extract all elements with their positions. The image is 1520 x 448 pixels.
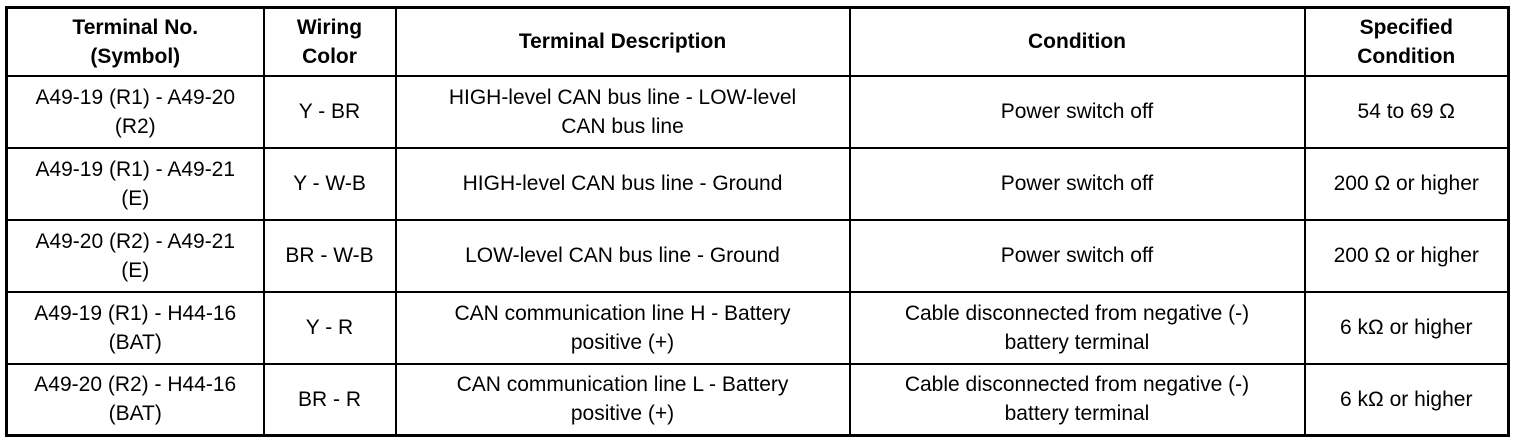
cell-terminal	[7, 76, 264, 148]
table-row	[7, 364, 1509, 436]
cell-condition	[850, 292, 1305, 364]
table-row	[7, 220, 1509, 292]
cell-specified-line-1: 6 kΩ or higher	[1340, 316, 1473, 339]
header-specified-condition-line-1: Specified	[1359, 15, 1453, 39]
cell-wiring-color-line-1: BR - R	[298, 387, 361, 411]
cell-wiring-color-line-1: BR - W-B	[285, 244, 374, 267]
cell-terminal-line-1: A49-19 (R1) - H44-16	[34, 301, 237, 325]
cell-specified	[1305, 292, 1509, 364]
cell-terminal	[7, 292, 264, 364]
table-row	[7, 76, 1509, 148]
table-row	[7, 292, 1509, 364]
cell-description-line-1: HIGH-level CAN bus line - LOW-level	[448, 85, 797, 109]
cell-description-line-1: CAN communication line H - Battery	[454, 301, 791, 325]
cell-specified	[1305, 148, 1509, 220]
cell-specified-line-1: 200 Ω or higher	[1333, 244, 1479, 267]
cell-wiring-color	[264, 220, 396, 292]
cell-wiring-color	[264, 76, 396, 148]
cell-condition-line-1: Cable disconnected from negative (-)	[904, 301, 1250, 325]
cell-condition	[850, 364, 1305, 436]
cell-specified-line-1: 54 to 69 Ω	[1357, 100, 1455, 123]
cell-description-line-1: LOW-level CAN bus line - Ground	[465, 244, 780, 267]
table-row	[7, 148, 1509, 220]
cell-specified-line-1: 200 Ω or higher	[1333, 172, 1479, 195]
cell-condition	[850, 76, 1305, 148]
cell-specified	[1305, 220, 1509, 292]
cell-wiring-color-line-1: Y - BR	[298, 100, 361, 123]
cell-description	[396, 292, 850, 364]
cell-wiring-color	[264, 148, 396, 220]
cell-terminal	[7, 148, 264, 220]
cell-condition-line-1: Cable disconnected from negative (-)	[904, 373, 1250, 397]
cell-description-line-2: CAN bus line	[561, 114, 684, 138]
cell-description	[396, 364, 850, 436]
cell-description-line-2: positive (+)	[570, 330, 675, 354]
header-wiring-color	[264, 8, 396, 76]
header-terminal-no	[7, 8, 264, 76]
cell-condition-line-2: battery terminal	[1004, 330, 1150, 354]
cell-condition	[850, 220, 1305, 292]
header-specified-condition	[1305, 8, 1509, 76]
cell-condition	[850, 148, 1305, 220]
header-condition-line-1: Condition	[1028, 30, 1126, 54]
header-wiring-color-line-2: Color	[302, 44, 357, 68]
header-terminal-description-line-1: Terminal Description	[518, 30, 727, 54]
cell-terminal-line-2: (BAT)	[108, 330, 162, 354]
cell-condition-line-1: Power switch off	[1000, 244, 1154, 267]
cell-terminal-line-1: A49-20 (R2) - A49-21	[35, 229, 236, 253]
cell-description-line-2: positive (+)	[570, 402, 675, 426]
cell-terminal	[7, 364, 264, 436]
header-wiring-color-line-1: Wiring	[296, 15, 363, 39]
cell-specified	[1305, 364, 1509, 436]
cell-description	[396, 76, 850, 148]
cell-specified-line-1: 6 kΩ or higher	[1340, 387, 1473, 411]
cell-terminal-line-2: (E)	[121, 258, 150, 282]
header-row	[7, 8, 1509, 76]
cell-description	[396, 148, 850, 220]
cell-specified	[1305, 76, 1509, 148]
cell-wiring-color	[264, 292, 396, 364]
header-specified-condition-line-2: Condition	[1357, 44, 1456, 68]
cell-terminal	[7, 220, 264, 292]
cell-description-line-1: HIGH-level CAN bus line - Ground	[462, 172, 783, 195]
cell-terminal-line-2: (E)	[121, 186, 150, 210]
cell-wiring-color-line-1: Y - R	[305, 316, 354, 339]
cell-terminal-line-1: A49-19 (R1) - A49-20	[35, 85, 236, 109]
header-terminal-no-line-1: Terminal No.	[72, 15, 199, 39]
cell-description-line-1: CAN communication line L - Battery	[456, 373, 789, 397]
header-condition	[850, 8, 1305, 76]
cell-condition-line-1: Power switch off	[1000, 100, 1154, 123]
cell-description	[396, 220, 850, 292]
terminal-spec-table	[5, 6, 1510, 437]
cell-terminal-line-1: A49-19 (R1) - A49-21	[35, 157, 236, 181]
header-terminal-description	[396, 8, 850, 76]
cell-wiring-color	[264, 364, 396, 436]
cell-terminal-line-2: (R2)	[114, 114, 156, 138]
cell-terminal-line-2: (BAT)	[108, 402, 162, 426]
cell-condition-line-2: battery terminal	[1004, 402, 1150, 426]
cell-terminal-line-1: A49-20 (R2) - H44-16	[34, 373, 237, 397]
cell-wiring-color-line-1: Y - W-B	[293, 172, 366, 195]
header-terminal-no-line-2: (Symbol)	[90, 44, 181, 68]
cell-condition-line-1: Power switch off	[1000, 172, 1154, 195]
